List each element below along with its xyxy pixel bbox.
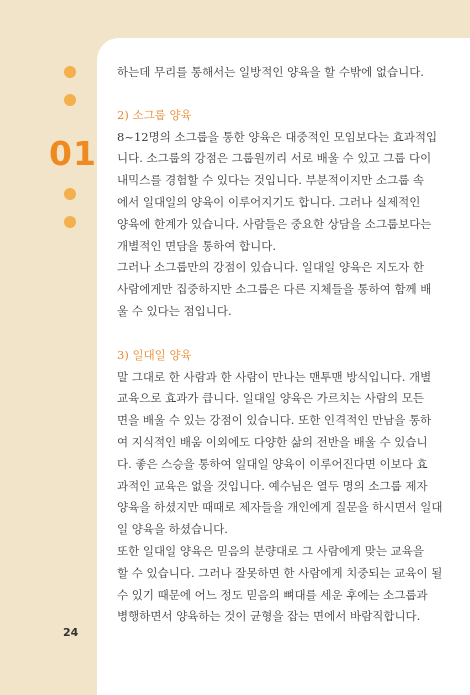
- text-line: 울 수 있다는 점입니다.: [117, 303, 232, 318]
- decorative-dot: [64, 188, 76, 200]
- body-text: [117, 62, 443, 628]
- text-line: 다. 좋은 스승을 통하여 일대일 양육이 이루어진다면 이보다 효: [117, 456, 428, 471]
- section-heading-one-on-one: 3) 일대일 양육: [117, 347, 192, 362]
- text-line: 개별적인 면담을 통하여 합니다.: [117, 238, 277, 253]
- page-number: 24: [63, 626, 79, 639]
- text-line: 니다. 소그룹의 강점은 그룹원끼리 서로 배울 수 있고 그룹 다이: [117, 151, 432, 166]
- text-line: 에서 일대일의 양육이 이루어지기도 합니다. 그러나 실제적인: [117, 194, 421, 209]
- text-line: 말 그대로 한 사람과 한 사람이 만나는 맨투맨 방식입니다. 개별: [117, 369, 432, 384]
- text-line: 양육을 하셨지만 때때로 제자들을 개인에게 질문을 하시면서 일대: [117, 500, 443, 515]
- text-line: 할 수 있습니다. 그러나 잘못하면 한 사람에게 치중되는 교육이 될: [117, 565, 443, 580]
- chapter-number: 01: [49, 134, 97, 173]
- text-line: 수 있기 때문에 어느 정도 믿음의 뼈대를 세운 후에는 소그룹과: [117, 587, 428, 602]
- text-line: 일 양육을 하셨습니다.: [117, 522, 228, 537]
- text-line: 내믹스를 경험할 수 있다는 것입니다. 부분적이지만 소그룹 속: [117, 173, 424, 188]
- section-heading-small-group: 2) 소그룹 양육: [117, 107, 192, 122]
- text-line: 과적인 교육은 없을 것입니다. 예수님은 열두 명의 소그룹 제자: [117, 478, 428, 493]
- text-line: 양육에 한계가 있습니다. 사람들은 중요한 상담을 소그룹보다는: [117, 216, 432, 231]
- text-line: 여 지식적인 배움 이외에도 다양한 삶의 전반을 배울 수 있습니: [117, 434, 428, 449]
- intro-line: 하는데 무리를 통해서는 일방적인 양육을 할 수밖에 없습니다.: [117, 65, 424, 79]
- text-line: 8~12명의 소그룹을 통한 양육은 대중적인 모임보다는 효과적입: [117, 129, 438, 144]
- text-line: 면을 배울 수 있는 강점이 있습니다. 또한 인격적인 만남을 통하: [117, 413, 432, 428]
- section-body-small-group: [117, 127, 443, 323]
- decorative-dot: [64, 66, 76, 78]
- decorative-dot: [64, 216, 76, 228]
- text-line: 사람에게만 집중하지만 소그룹은 다른 지체들을 통하여 함께 배: [117, 282, 432, 297]
- section-body-one-on-one: [117, 367, 443, 629]
- text-line: 교육으로 효과가 큽니다. 일대일 양육은 가르치는 사람의 모든: [117, 391, 424, 406]
- text-line: 또한 일대일 양육은 믿음의 분량대로 그 사람에게 맞는 교육을: [117, 543, 424, 558]
- decorative-dot: [64, 94, 76, 106]
- text-line: 그러나 소그룹만의 강점이 있습니다. 일대일 양육은 지도자 한: [117, 260, 424, 275]
- text-line: 병행하면서 양육하는 것이 균형을 잡는 면에서 바람직합니다.: [117, 609, 421, 624]
